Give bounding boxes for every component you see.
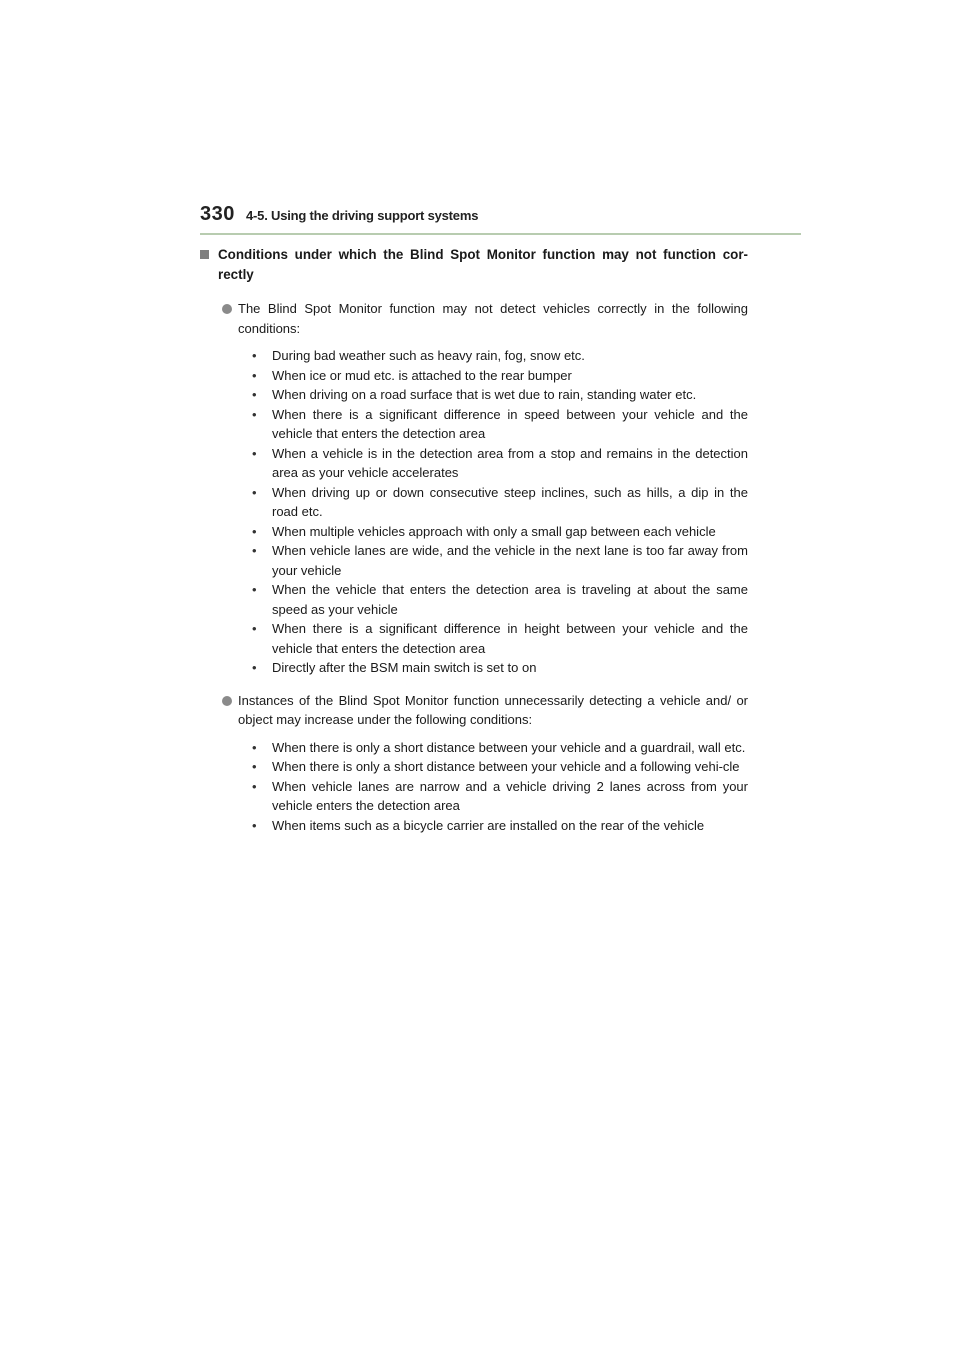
bullet-text: Instances of the Blind Spot Monitor function unnecessarily detecting a vehicle and/ or object may increase under the following conditions: [238, 692, 748, 727]
section-title: 4-5. Using the driving support systems [246, 208, 479, 223]
list-item: • When items such as a bicycle carrier are installed on the rear of the vehicle [272, 816, 748, 836]
dot-marker: • [252, 367, 257, 383]
dot-marker: • [252, 759, 257, 774]
list-item: • When there is only a short distance between your vehicle and a guardrail, wall etc. [272, 738, 748, 758]
list-item: • When multiple vehicles approach with only a small gap between each vehicle [272, 522, 748, 542]
list-item: • When ice or mud etc. is attached to the rear bumper [272, 366, 748, 386]
dot-marker: • [252, 406, 257, 422]
subsection-heading-text: Conditions under which the Blind Spot Monitor function may not function cor-rectly [218, 247, 748, 282]
dot-marker: • [252, 543, 257, 558]
page-number: 330 [200, 203, 235, 225]
bullet-text: The Blind Spot Monitor function may not detect vehicles correctly in the following conditions: [238, 301, 748, 336]
condition-list [238, 346, 748, 678]
round-bullet-icon [222, 304, 232, 314]
list-item: • When there is a significant difference in height between your vehicle and the vehicle that enters the detection area [252, 621, 748, 656]
dot-marker: • [252, 660, 257, 675]
list-item: • When vehicle lanes are wide, and the vehicle in the next lane is too far away from your vehicle [252, 543, 748, 578]
bullet-block-1 [218, 299, 748, 678]
list-item: • When a vehicle is in the detection area from a stop and remains in the detection area as your vehicle accelerates [252, 445, 748, 480]
condition-list [238, 738, 748, 836]
dot-marker: • [252, 817, 257, 833]
dot-marker: • [252, 348, 257, 363]
dot-marker: • [252, 445, 257, 461]
list-item: • Directly after the BSM main switch is set to on [272, 658, 748, 678]
subsection-heading [218, 245, 748, 284]
list-item: • When there is only a short distance between your vehicle and a following vehi-cle [272, 757, 748, 777]
dot-marker: • [252, 523, 257, 539]
page-content [218, 245, 748, 835]
round-bullet-icon [222, 696, 232, 706]
dot-marker: • [252, 621, 257, 636]
dot-marker: • [252, 484, 257, 500]
dot-marker: • [252, 778, 257, 794]
bullet-block-2 [218, 691, 748, 836]
dot-marker: • [252, 582, 257, 597]
page-header [200, 203, 800, 235]
list-item: • When vehicle lanes are narrow and a vehicle driving 2 lanes across from your vehicle enters the detection area [252, 778, 748, 813]
list-item: • When there is a significant difference in speed between your vehicle and the vehicle that enters the detection area [252, 406, 748, 441]
dot-marker: • [252, 739, 257, 755]
header-divider [200, 233, 801, 235]
list-item: • When the vehicle that enters the detection area is traveling at about the same speed as your vehicle [252, 582, 748, 617]
list-item: • During bad weather such as heavy rain, fog, snow etc. [272, 346, 748, 366]
dot-marker: • [252, 387, 257, 402]
list-item: • When driving on a road surface that is wet due to rain, standing water etc. [272, 385, 748, 405]
list-item: • When driving up or down consecutive steep inclines, such as hills, a dip in the road etc. [252, 484, 748, 519]
square-bullet-icon [200, 250, 209, 259]
